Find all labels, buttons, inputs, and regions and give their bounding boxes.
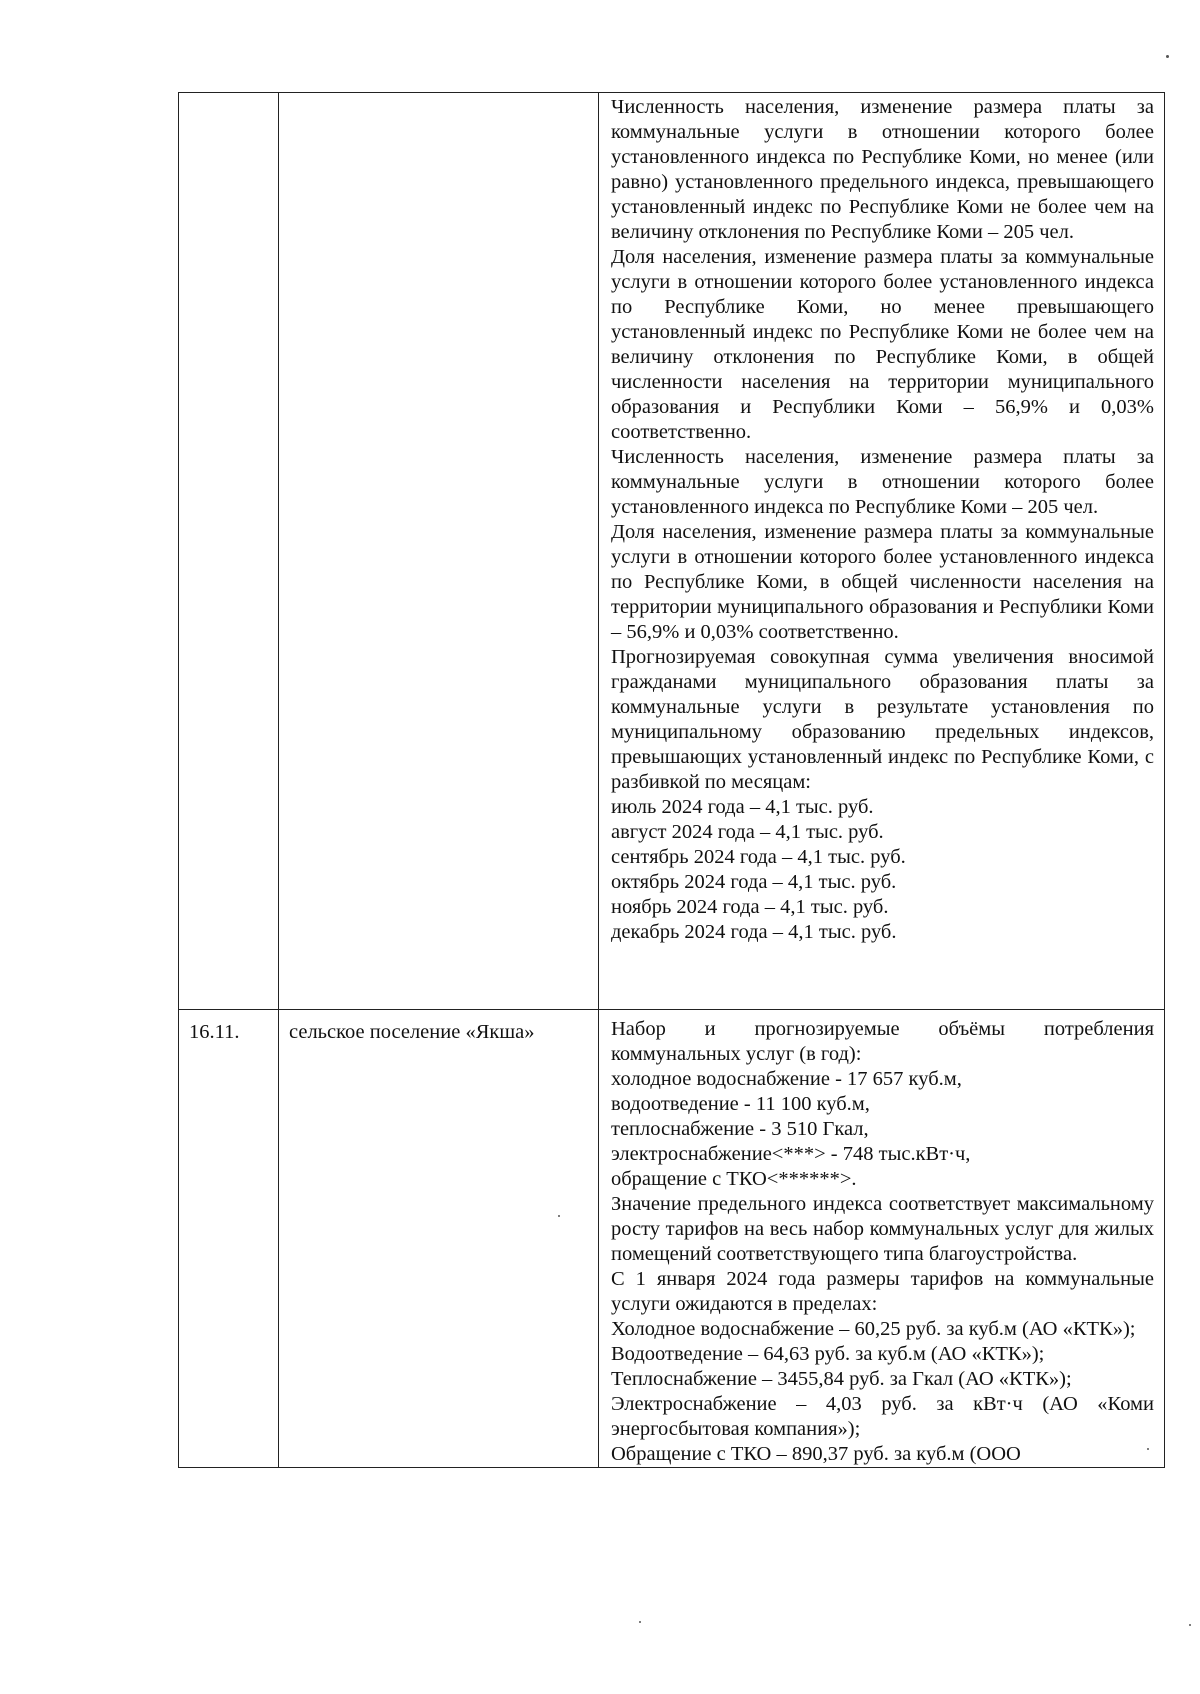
tariff-line: Холодное водоснабжение – 60,25 руб. за куб.м (АО «КТК»); (611, 1318, 1136, 1340)
month-amount-line: ноябрь 2024 года – 4,1 тыс. руб. (611, 896, 889, 918)
scan-speck (1147, 1448, 1149, 1450)
service-volume-line: обращение с ТКО<******>. (611, 1168, 857, 1190)
tariff-line: Теплоснабжение – 3455,84 руб. за Гкал (АО «КТК»); (611, 1368, 1072, 1390)
services-intro-paragraph: Набор и прогнозируемые объёмы потребления коммунальных услуг (в год): (611, 1018, 1154, 1065)
population-share-paragraph: Доля населения, изменение размера платы за коммунальные услуги в отношении которого более установленного индекса по Республике Коми, но менее превышающего установленный индекс по Республике Коми не более чем на величину отклонения по Республике Коми, в общей численности населения на территории муниципального образования и Республики Коми – 56,9% и 0,03% соответственно. (611, 246, 1154, 443)
month-amount-line: декабрь 2024 года – 4,1 тыс. руб. (611, 921, 897, 943)
month-amount-line: август 2024 года – 4,1 тыс. руб. (611, 821, 884, 843)
tariff-line: Электроснабжение – 4,03 руб. за кВт·ч (АО «Коми энергосбытовая компания»); (611, 1393, 1154, 1440)
month-amount-line: июль 2024 года – 4,1 тыс. руб. (611, 796, 874, 818)
population-share-above-index-paragraph: Доля населения, изменение размера платы за коммунальные услуги в отношении которого более установленного индекса по Республике Коми, в общей численности населения на территории муниципального образования и Республики Коми – 56,9% и 0,03% соответственно. (611, 521, 1154, 643)
month-amount-line: сентябрь 2024 года – 4,1 тыс. руб. (611, 846, 906, 868)
service-volume-line: электроснабжение<***> - 748 тыс.кВт·ч, (611, 1143, 971, 1165)
scan-speck (1166, 55, 1169, 58)
table-row (179, 1010, 1165, 1468)
row-number-cell: 16.11. (179, 1010, 279, 1468)
population-count-above-index-paragraph: Численность населения, изменение размера платы за коммунальные услуги в отношении которого более установленного индекса по Республике Коми – 205 чел. (611, 446, 1154, 518)
service-volume-line: водоотведение - 11 100 куб.м, (611, 1093, 870, 1115)
municipality-name-cell (279, 93, 599, 1010)
tariff-line: Водоотведение – 64,63 руб. за куб.м (АО «КТК»); (611, 1343, 1045, 1365)
table-row (179, 93, 1165, 1010)
tariff-intro-paragraph: С 1 января 2024 года размеры тарифов на коммунальные услуги ожидаются в пределах: (611, 1268, 1154, 1315)
description-cell (599, 1010, 1165, 1468)
month-amount-line: октябрь 2024 года – 4,1 тыс. руб. (611, 871, 897, 893)
scan-speck (558, 1215, 560, 1217)
description-cell (599, 93, 1165, 1010)
service-volume-line: теплоснабжение - 3 510 Гкал, (611, 1118, 869, 1140)
document-table (178, 92, 1165, 1468)
service-volume-line: холодное водоснабжение - 17 657 куб.м, (611, 1068, 962, 1090)
row-number-cell (179, 93, 279, 1010)
scan-speck (1189, 1624, 1191, 1626)
forecast-sum-paragraph: Прогнозируемая совокупная сумма увеличения вносимой гражданами муниципального образования платы за коммунальные услуги в результате установления по муниципальному образованию предельных индексов, превышающих установленный индекс по Республике Коми, с разбивкой по месяцам: (611, 646, 1154, 793)
scan-speck (639, 1621, 641, 1623)
index-note-paragraph: Значение предельного индекса соответствует максимальному росту тарифов на весь набор коммунальных услуг для жилых помещений соответствующего типа благоустройства. (611, 1193, 1154, 1265)
population-count-paragraph: Численность населения, изменение размера платы за коммунальные услуги в отношении которого более установленного индекса по Республике Коми, но менее (или равно) установленного предельного индекса, превышающего установленный индекс по Республике Коми не более чем на величину отклонения по Республике Коми – 205 чел. (611, 96, 1154, 243)
municipality-name-cell: сельское поселение «Якша» (279, 1010, 599, 1468)
tariff-line: Обращение с ТКО – 890,37 руб. за куб.м (ООО (611, 1443, 1021, 1465)
